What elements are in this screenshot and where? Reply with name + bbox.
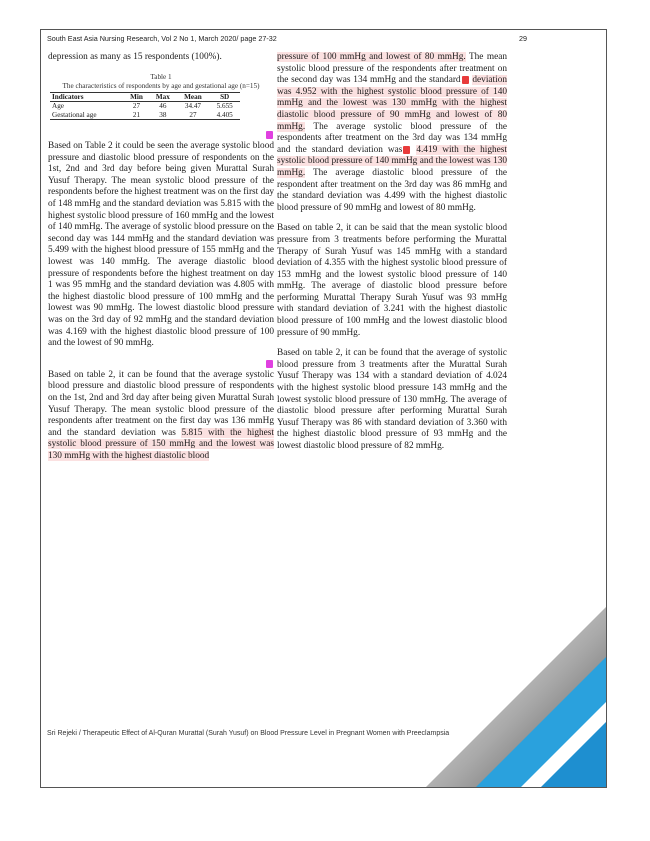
table-cell: 27 [189, 110, 197, 119]
paragraph-text: Based on table 2, it can be found that the average systolic blood pressure and diastolic blood pressure of respondents on the 1st, 2nd and 3rd day after being given Murattal Surah Yusuf Therapy. The mean systolic blood pressure of the respondents after treatment on the first day was 136 mmHg and the standard deviation was [48, 369, 274, 438]
paragraph-after-days [277, 52, 507, 214]
table-cell: 5.655 [216, 102, 233, 111]
comment-marker-icon[interactable] [462, 76, 469, 84]
highlighted-text: 5.815 with the highest systolic blood pressure of 150 mmHg and the lowest was 130 mmHg with the highest diastolic blood [48, 427, 275, 461]
right-column [277, 52, 507, 462]
table-header-cell: Mean [184, 92, 202, 101]
corner-decoration [416, 587, 606, 787]
characteristics-table [50, 92, 240, 121]
journal-title: South East Asia Nursing Research, Vol 2 No 1, March 2020/ page 27-32 [47, 34, 277, 43]
table-cell: 34.47 [184, 102, 202, 111]
table-title: Table 1 [150, 72, 172, 81]
table-subtitle: The characteristics of respondents by age and gestational age (n=15) [62, 82, 260, 91]
paragraph-before-treatment: Based on Table 2 it could be seen the average systolic blood pressure and diastolic blood pressure of respondents on the 1st, 2nd and 3rd day before being given Murattal Surah Yusuf Therapy. The mean systolic blood pressure of the respondents before the highest treatment was on the first day of 148 mmHg and the standard deviation was 5.815 with the highest systolic blood pressure of 160 mmHg and the lowest of 140 mmHg. The average of systolic blood pressure on the second day was 144 mmHg and the standard deviation was 5.499 with the highest blood pressure of 155 mmHg and the lowest was 140 mmHg. The average diastolic blood pressure of respondents before the highest treatment on day 1 was 95 mmHg and the standard deviation was 4.805 with the highest diastolic blood pressure of 100 mmHg and the lowest was 90 mmHg. The lowest diastolic blood pressure was on the 3rd day of 92 mmHg and the standard deviation was 4.169 with the highest diastolic blood pressure of 100 and the lowest of 90 mmHg. [48, 141, 274, 349]
page-number: 29 [519, 34, 527, 43]
highlighted-text: pressure of 100 mmHg and lowest of 80 mmHg. [277, 52, 466, 62]
running-footer: Sri Rejeki / Therapeutic Effect of Al-Quran Murattal (Surah Yusuf) on Blood Pressure Level in Pregnant Women with Preeclampsia [47, 730, 450, 737]
comment-marker-icon[interactable] [266, 360, 273, 368]
table-cell: Age [52, 102, 64, 111]
table-cell: Gestational age [52, 110, 97, 119]
comment-marker-icon[interactable] [403, 146, 410, 154]
table-header-row [50, 92, 240, 102]
table-cell: 38 [159, 110, 167, 119]
paragraph-mean-before: Based on table 2, it can be said that the mean systolic blood pressure from 3 treatments before performing the Murattal Therapy of Surah Yusuf was 145 mmHg with a standard deviation of 4.355 with the highest systolic blood pressure of 153 mmHg and the lowest systolic blood pressure of 140 mmHg. The average of diastolic blood pressure before performing Murattal Therapy Surah Yusuf was 93 mmHg with standard deviation of 3.241 with the highest diastolic blood pressure of 100 mmHg and the lowest diastolic blood pressure of 90 mmHg. [277, 223, 507, 338]
table-header-cell: Min [130, 92, 143, 101]
comment-marker-icon[interactable] [266, 131, 273, 139]
table-row [50, 111, 240, 120]
table-cell: 21 [132, 110, 141, 119]
table-header-cell: SD [220, 92, 230, 101]
paragraph-after-treatment [48, 370, 274, 463]
intro-text: depression as many as 15 respondents (100%). [48, 52, 222, 62]
highlighted-text: 4.419 with the highest systolic blood pressure of 140 mmHg and the lowest was 130 mmHg. [277, 144, 507, 178]
running-header [47, 34, 527, 43]
highlighted-text: deviation was 4.952 with the highest systolic blood pressure of 140 mmHg and the lowest was 130 mmHg with the highest diastolic blood pressure of 90 mmHg and lowest of 80 mmHg. [277, 75, 507, 132]
table-cell: 46 [159, 102, 167, 111]
table-cell: 4.405 [216, 110, 233, 119]
paragraph-mean-after: Based on table 2, it can be found that the average of systolic blood pressure from 3 treatments after the Murattal Surah Yusuf Therapy was 134 with a standard deviation of 4.024 with the highest systolic blood pressure 143 mmHg and the lowest systolic blood pressure of 130 mmHg. The average of diastolic blood pressure after performing Murattal Surah Yusuf Therapy was 86 with standard deviation of 3.360 with the highest diastolic blood pressure of 93 mmHg and the lowest diastolic blood pressure of 82 mmHg. [277, 348, 507, 451]
left-column [48, 52, 274, 472]
annotation-marker-row [48, 130, 274, 139]
table-header-cell: Indicators [52, 92, 84, 101]
paragraph-text: The average diastolic blood pressure of the respondent after treatment on the 3rd day was 86 mmHg and the standard deviation was 4.499 with the highest diastolic blood pressure of 90 mmHg and lowest of 80 mmHg. [277, 167, 508, 213]
table-cell: 27 [132, 102, 141, 111]
annotation-marker-row [48, 359, 274, 368]
table-row [50, 102, 240, 111]
paragraph-text: The mean systolic blood pressure of the respondents after treatment on the second day was 134 mmHg and the standard [277, 52, 507, 86]
paragraph-text: The average systolic blood pressure of the respondents after treatment on the 3rd day was 134 mmHg and the standard deviation was [277, 121, 508, 155]
table-header-cell: Max [155, 92, 170, 101]
